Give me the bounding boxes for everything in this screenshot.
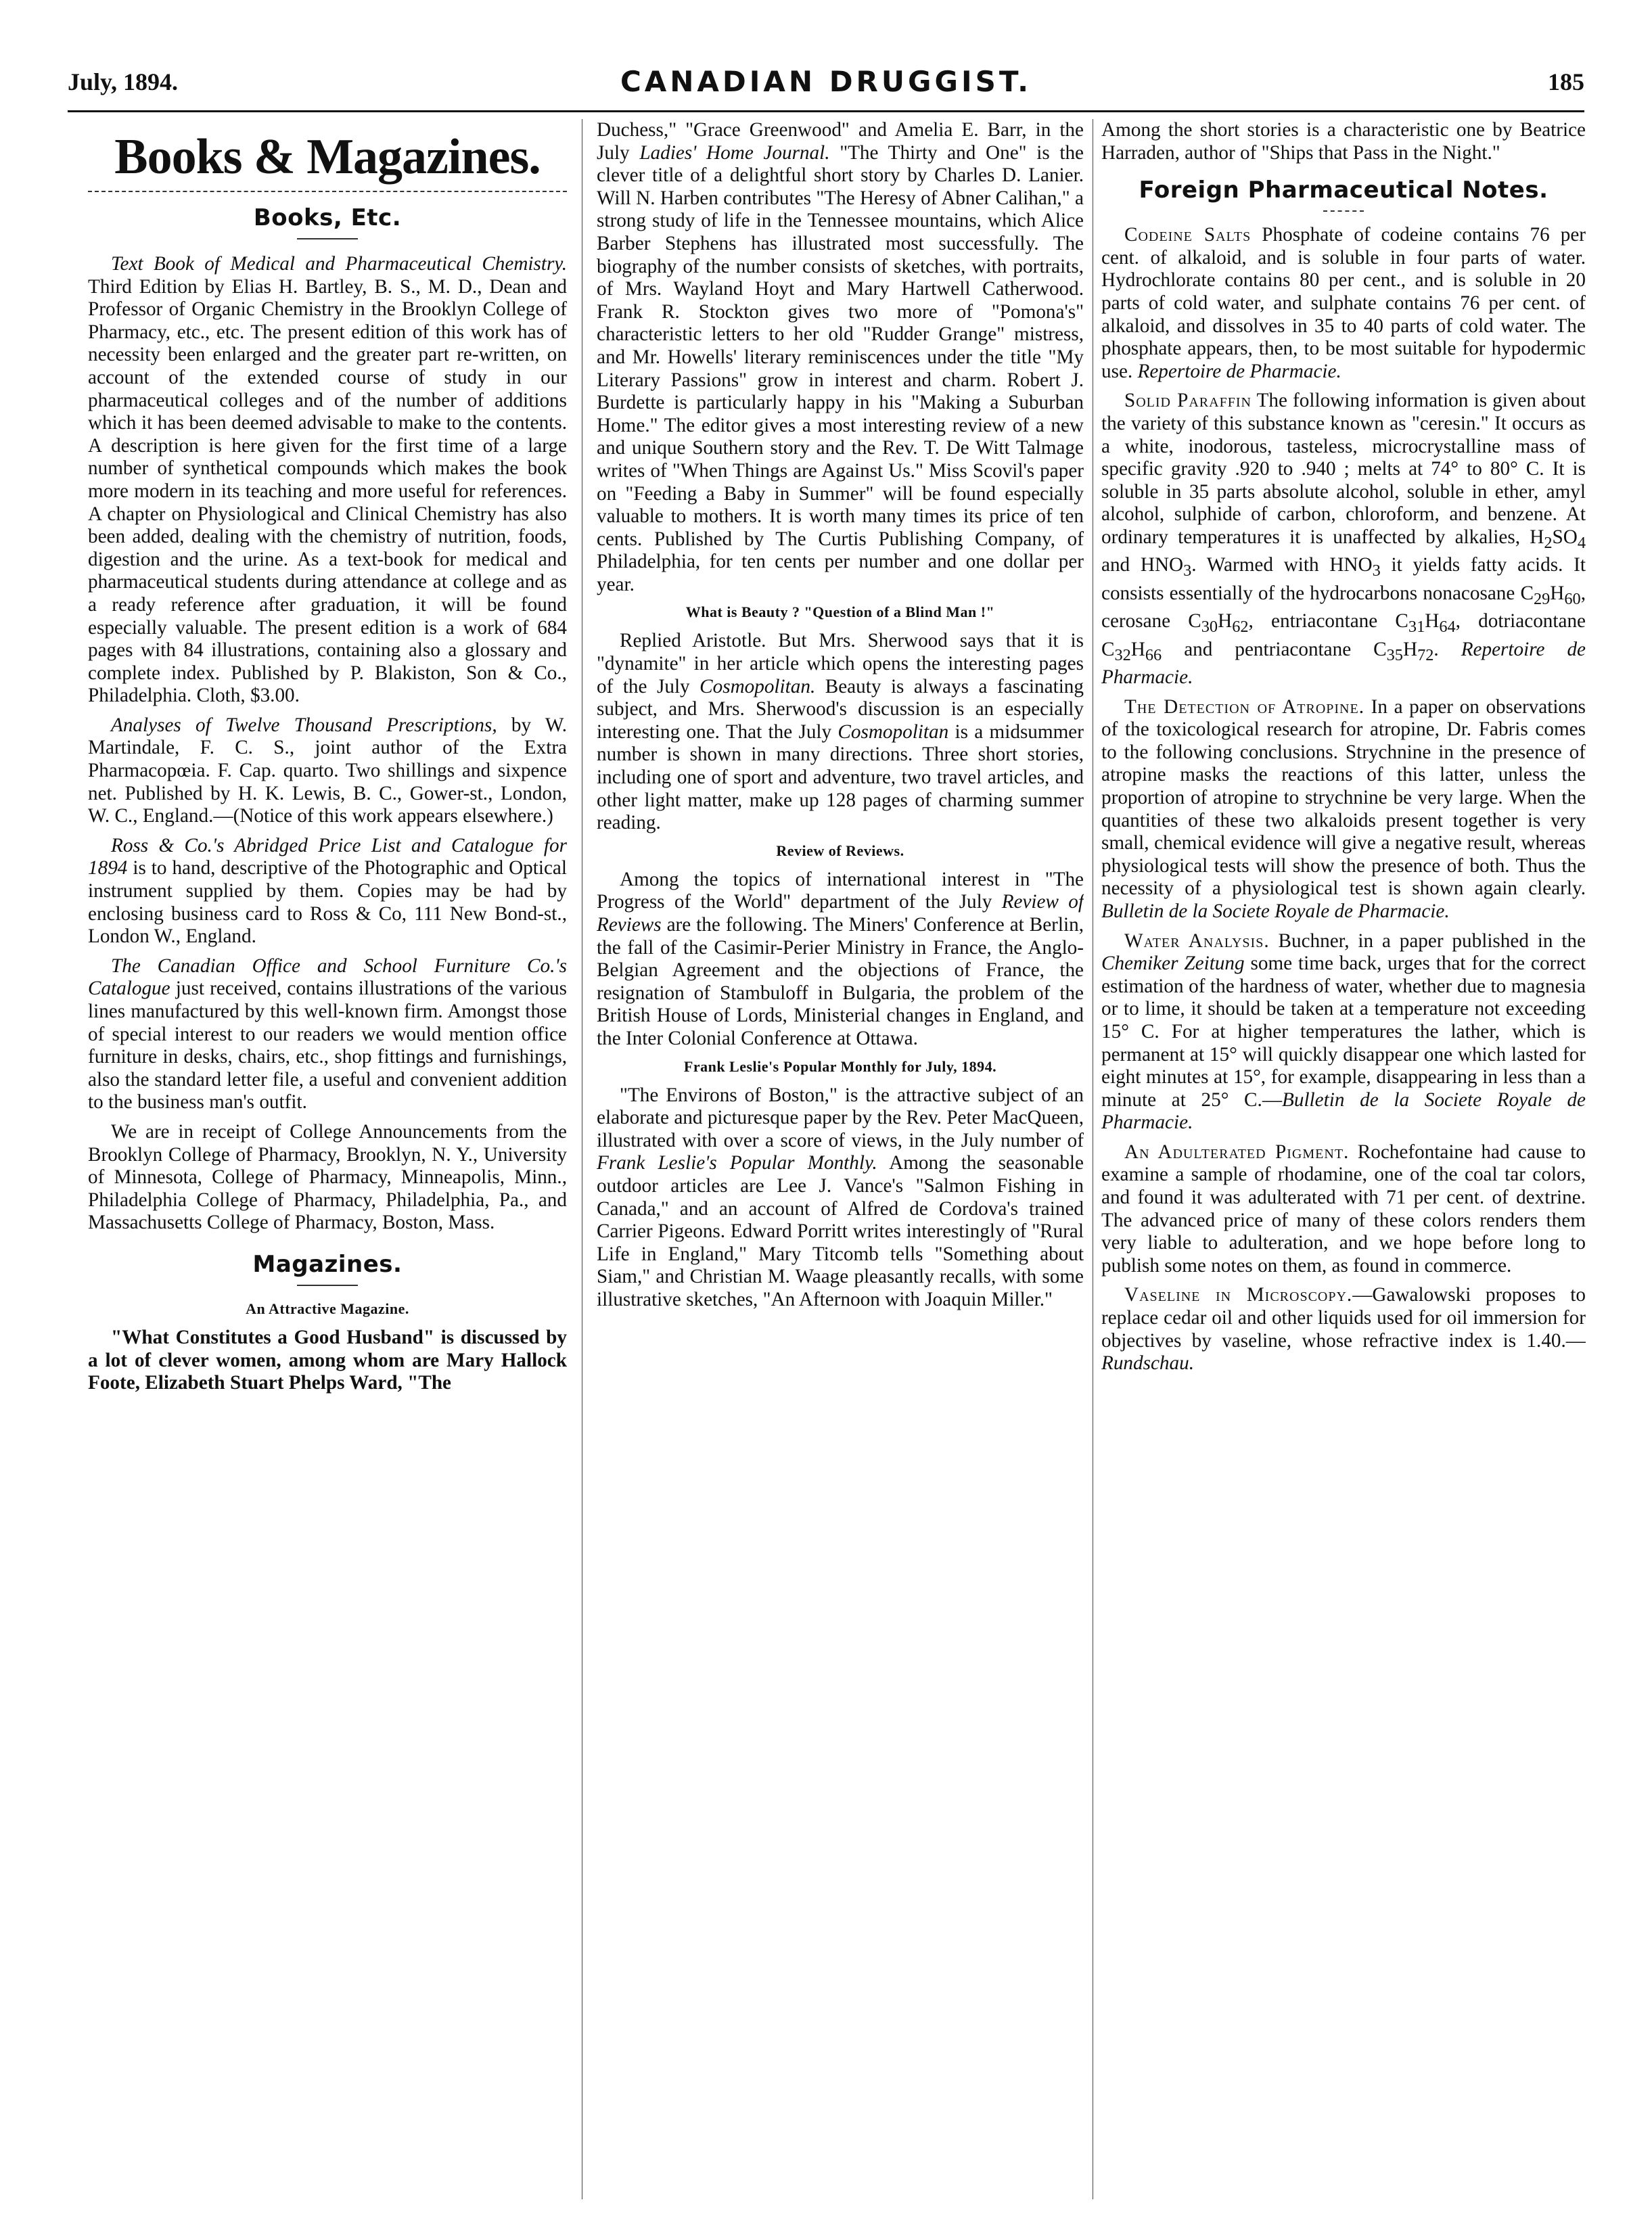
review-of-reviews-notice bbox=[597, 869, 1084, 1051]
note-lead: Solid Paraffin bbox=[1124, 390, 1252, 412]
subscript: 3 bbox=[1183, 561, 1192, 580]
beauty-heading: What is Beauty ? "Question of a Blind Man !" bbox=[685, 603, 995, 621]
text-run: some time back, urges that for the correct estimation of the hardness of water, whether due to magnesia or to lime, it should be taken at a temperature not exceeding 15° C. For at higher temperatures the lather, which is permanent at 15° will quickly disappear one which lasted for eight minutes at 15°, for example, disappearing in less than a minute at 25° C.— bbox=[1101, 953, 1586, 1111]
subscript: 66 bbox=[1145, 645, 1162, 664]
book-notice-text: by W. Martindale, F. C. S., joint author of the Extra Pharmacopœia. F. Cap. quarto. Two shillings and sixpence net. Published by H. K. Lewis, B. C., Gower-st., London, W. C., England.—(Notice of this work appears elsewhere.) bbox=[88, 714, 567, 827]
text-run: , dotriacontane C bbox=[1101, 610, 1586, 660]
harraden-note: Among the short stories is a characteristic one by Beatrice Harraden, author of "Ships that Pass in the Night." bbox=[1101, 119, 1586, 164]
book-title: Text Book of Medical and Pharmaceutical Chemistry. bbox=[111, 253, 567, 275]
text-run: and pentriacontane C bbox=[1162, 638, 1387, 660]
source-citation: Rundschau. bbox=[1101, 1352, 1195, 1375]
book-notice bbox=[88, 835, 567, 948]
text-run: . Warmed with HNO bbox=[1191, 554, 1373, 576]
text-run: Duchess," "Grace Greenwood" and Amelia E. Barr, in the July bbox=[597, 119, 1084, 164]
magazine-title: Frank Leslie's Popular Monthly. bbox=[597, 1152, 877, 1174]
column-2 bbox=[597, 119, 1084, 2199]
book-notice bbox=[88, 714, 567, 828]
text-run: H bbox=[1218, 610, 1233, 633]
codeine-salts-note bbox=[1101, 224, 1586, 383]
college-announcements: We are in receipt of College Announcements from the Brooklyn College of Pharmacy, Brooklyn, N. Y., University of Minnesota, College of Pharmacy, Minneapolis, Minn., Philadelphia College of Pharmacy, Philadelphia, Pa., and Massachusetts College of Pharmacy, Boston, Mass. bbox=[88, 1120, 567, 1234]
text-run: Rochefontaine had cause to examine a sample of rhodamine, one of the coal tar colors, and found it was adulterated with 71 per cent. of dextrine. The advanced price of many of these colors renders them very liable to adulteration, and we hope before long to publish some notes on them, as found in commerce. bbox=[1101, 1141, 1586, 1277]
issue-date: July, 1894. bbox=[68, 68, 179, 95]
header-rule bbox=[68, 110, 1584, 112]
magazine-notice: "What Constitutes a Good Husband" is discussed by a lot of clever women, among whom are Mary Hallock Foote, Elizabeth Stuart Phelps Ward, "The bbox=[88, 1326, 567, 1394]
review-of-reviews-heading: Review of Reviews. bbox=[776, 842, 904, 859]
note-lead: An Adulterated Pigment. bbox=[1124, 1141, 1350, 1163]
magazine-title: Ladies' Home Journal. bbox=[639, 141, 830, 164]
text-run: , cerosane C bbox=[1101, 582, 1586, 633]
text-run: Replied Aristotle. But Mrs. Sherwood says that it is "dynamite" in her article which opens the interesting pages of the July bbox=[597, 630, 1084, 697]
adulterated-pigment-note bbox=[1101, 1141, 1586, 1278]
subscript: 35 bbox=[1386, 645, 1403, 664]
vaseline-note bbox=[1101, 1284, 1586, 1375]
publication-title: CANADIAN DRUGGIST. bbox=[620, 65, 1032, 98]
subscript: 4 bbox=[1577, 533, 1586, 552]
section-title: Books & Magazines. bbox=[114, 129, 541, 185]
running-header bbox=[68, 65, 1584, 108]
text-run: , entriacontane C bbox=[1248, 610, 1408, 633]
note-lead: Vaseline in Microscopy. bbox=[1124, 1284, 1353, 1306]
subscript: 31 bbox=[1408, 618, 1425, 636]
book-title: Analyses of Twelve Thousand Prescriptions, bbox=[111, 714, 497, 736]
book-title: Ross & Co.'s Abridged Price List and Catalogue for 1894 bbox=[88, 834, 567, 879]
title-rule bbox=[88, 191, 567, 192]
subscript: 62 bbox=[1232, 618, 1249, 636]
source-citation: Repertoire de Pharmacie. bbox=[1101, 638, 1586, 689]
source-citation: Bulletin de la Societe Royale de Pharmacie. bbox=[1101, 900, 1450, 922]
magazines-heading: Magazines. bbox=[252, 1250, 403, 1278]
text-run: H bbox=[1130, 638, 1145, 660]
subscript: 64 bbox=[1439, 618, 1456, 636]
text-run: . bbox=[1433, 638, 1461, 660]
text-run: Buchner, in a paper published in the bbox=[1269, 930, 1586, 952]
water-analysis-note bbox=[1101, 930, 1586, 1134]
subscript: 32 bbox=[1114, 645, 1131, 664]
text-run: Beauty is always a fascinating subject, and Mrs. Sherwood's discussion is an especially interesting one. That the July bbox=[597, 675, 1084, 743]
journal-title: Chemiker Zeitung bbox=[1101, 953, 1245, 975]
subscript: 3 bbox=[1372, 561, 1381, 580]
column-1 bbox=[88, 119, 567, 2199]
text-run: —Gawalowski proposes to replace cedar oil and other liquids used for oil immersion for objectives by vaseline, whose refractive index is 1.40.— bbox=[1101, 1284, 1586, 1352]
text-run: "The Thirty and One" is the clever title of a delightful short story by Charles D. Lanier. Will N. Harben contributes "The Heresy of Abner Calihan," a strong study of life in the Tennessee mountains, which Alice Barber Stephens has illustrated most successfully. The biography of the number consists of sketches, with portraits, of Mrs. Wayland Hoyt and Mary Hartwell Catherwood. Frank R. Stockton gives two more of "Pomona's" characteristic letters to her old "Rudder Grange" mistress, and Mr. Howells' literary reminiscences under the title "My Literary Passions" grow in interest and charm. Robert J. Burdette is particularly happy in his "Making a Suburban Home." The editor gives a most interesting review of a new and unique Southern story and the Rev. T. De Witt Talmage writes of "When Things are Against Us." Miss Scovil's paper on "Feeding a Baby in Summer" will be found especially valuable to mothers. It is worth many times its price of ten cents. Published by The Curtis Publishing Company, of Philadelphia, for ten cents per number and one dollar per year. bbox=[597, 141, 1084, 595]
book-notice-text: is to hand, descriptive of the Photographic and Optical instrument supplied by them. Copies may be had by enclosing business card to Ross & Co, 111 New Bond-st., London W., England. bbox=[88, 857, 567, 948]
text-run: H bbox=[1550, 582, 1565, 604]
magazine-title: Cosmopolitan bbox=[838, 720, 949, 743]
cosmopolitan-notice bbox=[597, 630, 1084, 834]
magazine-title: Review of Reviews bbox=[597, 891, 1084, 936]
text-run: are the following. The Miners' Conference at Berlin, the fall of the Casimir-Perier Ministry in France, the Anglo-Belgian Agreement and the objections of France, the resignation of Stambuloff in Bulgaria, the problem of the British House of Lords, Ministerial changes in England, and the Inter Colonial Conference at Ottawa. bbox=[597, 914, 1084, 1049]
leslie-heading: Frank Leslie's Popular Monthly for July, 1894. bbox=[683, 1057, 997, 1075]
text-run: Among the seasonable outdoor articles are Lee J. Vance's "Salmon Fishing in Canada," and an account of Alfred de Cordova's trained Carrier Pigeons. Edward Porritt writes interestingly of "Rural Life in England," Mary Titcomb tells "Something about Siam," and Christian M. Waage pleasantly recalls, with some illustrative sketches, "An Afternoon with Joaquin Miller." bbox=[597, 1152, 1084, 1310]
subscript: 72 bbox=[1417, 645, 1434, 664]
book-notice-text: Third Edition by Elias H. Bartley, B. S., M. D., Dean and Professor of Organic Chemistry in the Brooklyn College of Pharmacy, etc., etc. The present edition of this work has of necessity been enlarged and the greater part re-written, on account of the extended course of study in our pharmaceutical colleges and of the number of additions which it has been deemed advisable to make to the contents. A description is here given for the first time of a large number of synthetical compounds which makes the book more modern in its teaching and more useful for references. A chapter on Physiological and Clinical Chemistry has also been added, dealing with the chemistry of nutrition, foods, digestion and the urine. As a text-book for medical and pharmaceutical students during attendance at college and as a ready reference after graduation, it will be found especially valuable. The present edition is a work of 684 pages with 84 illustrations, containing also a glossary and complete index. Published by P. Blakiston, Son & Co., Philadelphia. Cloth, $3.00. bbox=[88, 275, 567, 707]
magazine-title: Cosmopolitan. bbox=[699, 675, 816, 697]
source-citation: Bulletin de la Societe Royale de Pharmacie. bbox=[1101, 1088, 1586, 1134]
subscript: 30 bbox=[1201, 618, 1218, 636]
books-heading: Books, Etc. bbox=[253, 204, 402, 231]
text-run: The following information is given about the variety of this substance known as "ceresin." It occurs as a white, inodorous, tasteless, microcrystalline mass of specific gravity .920 to .940 ; melts at 74° to 80° C. It is soluble in 35 parts absolute alcohol, soluble in ether, amyl alcohol, sulphide of carbon, chloroform, and benzene. At ordinary temperatures it is unaffected by alkalies, H bbox=[1101, 390, 1586, 548]
book-title: The Canadian Office and School Furniture Co.'s Catalogue bbox=[88, 955, 567, 1000]
subscript: 60 bbox=[1564, 589, 1581, 608]
text-run: Among the topics of international interest in "The Progress of the World" department of the July bbox=[597, 868, 1084, 913]
solid-paraffin-note bbox=[1101, 390, 1586, 689]
leslie-notice bbox=[597, 1084, 1084, 1312]
attractive-magazine-heading: An Attractive Magazine. bbox=[246, 1300, 409, 1317]
book-notice bbox=[88, 253, 567, 708]
source-citation: Repertoire de Pharmacie. bbox=[1137, 360, 1341, 382]
book-notice bbox=[88, 955, 567, 1114]
text-run: Phosphate of codeine contains 76 per cent. of alkaloid, and is soluble in four parts of water. Hydrochlorate contains 80 per cent., and is soluble in 20 parts of cold water, and sulphate contains 76 per cent. of alkaloid, and dissolves in 35 to 40 parts of cold water. The phosphate appears, then, to be most suitable for hypodermic use. bbox=[1101, 224, 1586, 382]
text-run: and HNO bbox=[1101, 554, 1184, 576]
text-run: In a paper on observations of the toxicological research for atropine, Dr. Fabris comes to the following conclusions. Strychnine in the presence of atropine masks the reactions of this latter, unless the proportion of atropine to strychnine be very large. When the quantities of these two alkaloids present together is very small, chemical evidence will give a negative result, whereas physiological tests will show the presence of both. Thus the necessity of a physiological test is shown again clearly. bbox=[1101, 695, 1586, 900]
foreign-notes-heading: Foreign Pharmaceutical Notes. bbox=[1139, 177, 1548, 204]
heading-rule bbox=[297, 1285, 358, 1286]
text-run: H bbox=[1402, 638, 1418, 660]
text-run: is a midsummer number is shown in many directions. Three short stories, including one of sport and adventure, two travel articles, and other light matter, make up 128 pages of charming summer reading. bbox=[597, 720, 1084, 834]
ladies-home-journal-notice bbox=[597, 119, 1084, 596]
book-notice-text: just received, contains illustrations of the various lines manufactured by this well-known firm. Amongst those of special interest to our readers we would mention office furniture in desks, chairs, etc., shop fittings and furnishings, also the standard letter file, a useful and convenient addition to the business man's outfit. bbox=[88, 978, 567, 1114]
text-run: it yields fatty acids. It consists essentially of the hydrocarbons nonacosane C bbox=[1101, 554, 1586, 604]
text-run: SO bbox=[1552, 526, 1578, 548]
subscript: 2 bbox=[1544, 533, 1553, 552]
heading-rule bbox=[1323, 210, 1364, 212]
text-run: "The Environs of Boston," is the attractive subject of an elaborate and picturesque paper by the Rev. Peter MacQueen, illustrated with over a score of views, in the July number of bbox=[597, 1084, 1084, 1151]
subscript: 29 bbox=[1533, 589, 1551, 608]
heading-rule bbox=[297, 238, 358, 239]
note-lead: The Detection of Atropine. bbox=[1124, 695, 1364, 718]
column-3 bbox=[1101, 119, 1586, 2199]
atropine-note bbox=[1101, 696, 1586, 923]
note-lead: Codeine Salts bbox=[1124, 224, 1252, 246]
text-run: H bbox=[1425, 610, 1440, 633]
page-number: 185 bbox=[1548, 68, 1584, 95]
note-lead: Water Analysis. bbox=[1124, 930, 1270, 952]
